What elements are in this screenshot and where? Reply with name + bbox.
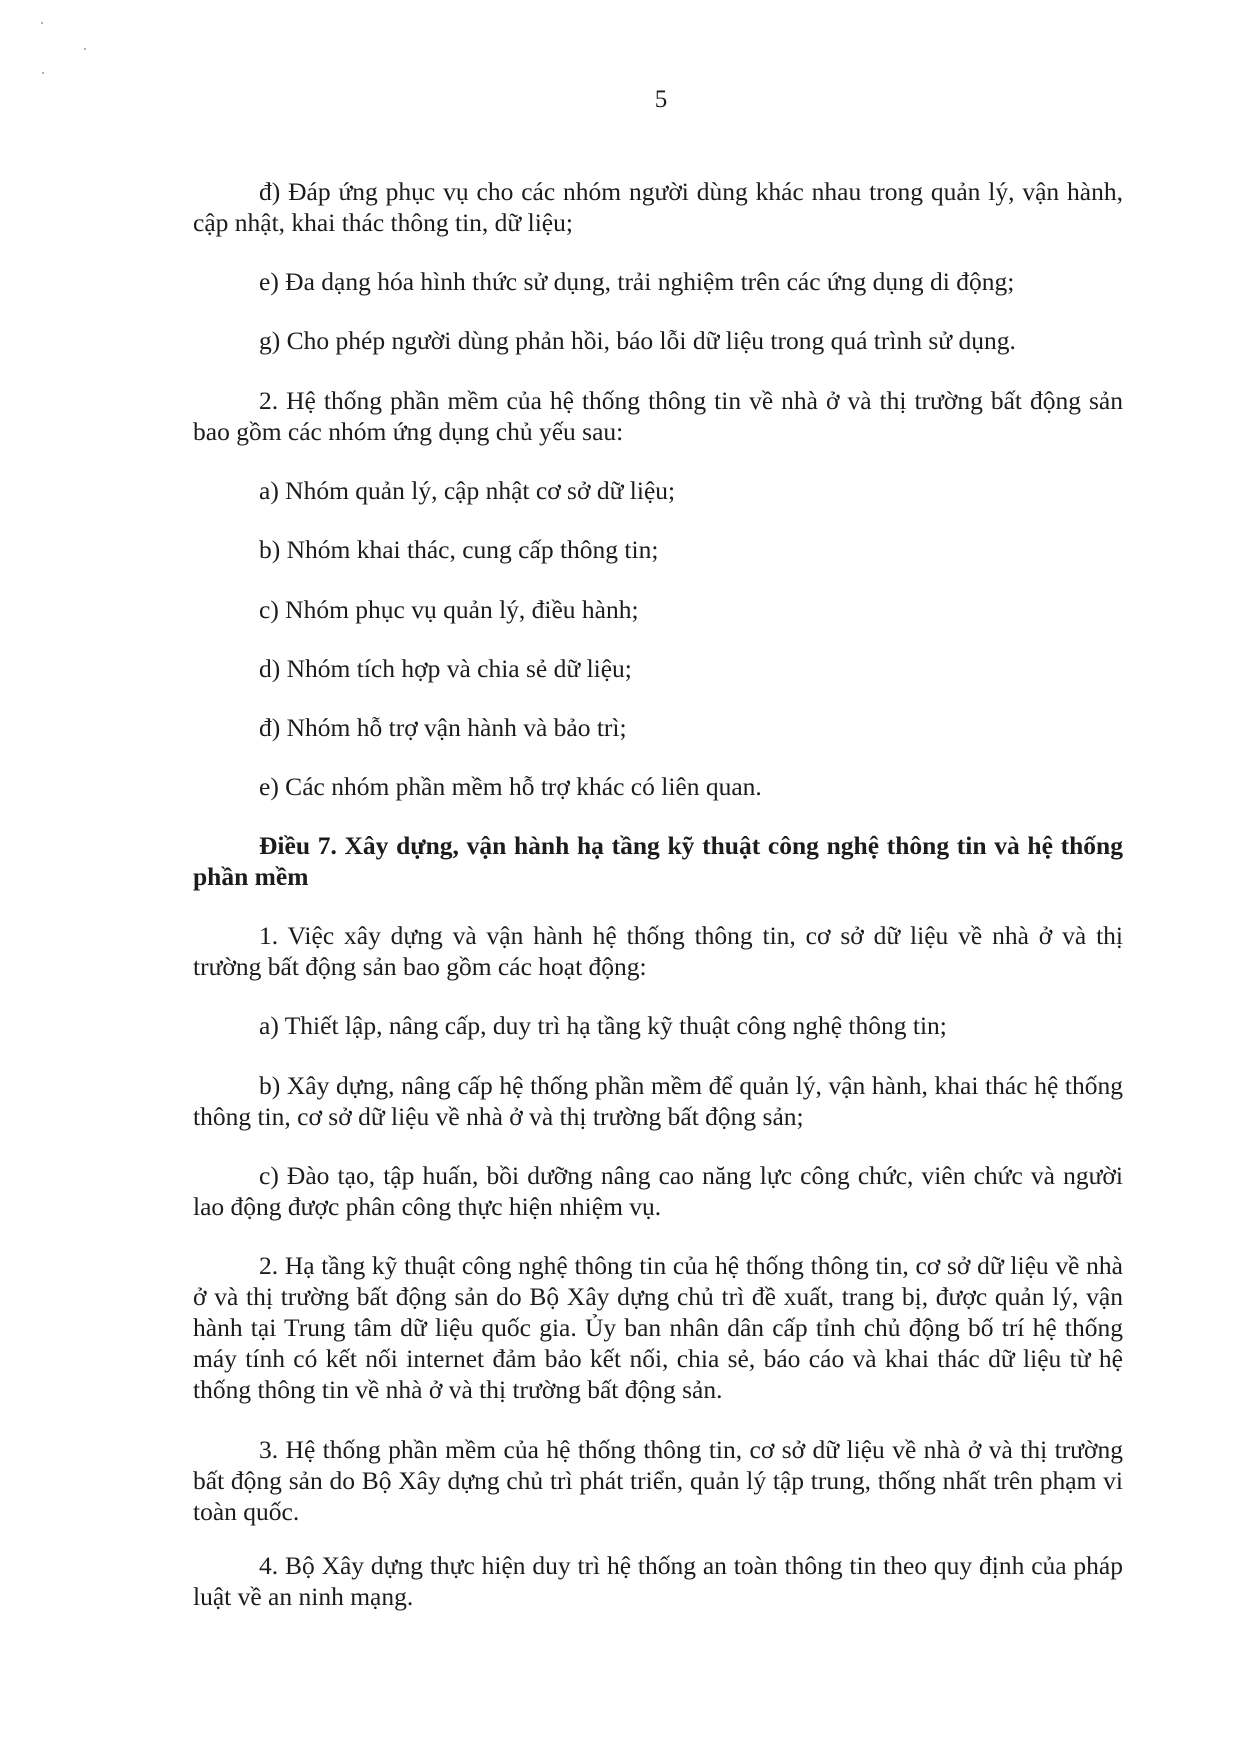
page-number: 5 bbox=[654, 86, 668, 113]
article-7-clause-3: 3. Hệ thống phần mềm của hệ thống thông tin, cơ sở dữ liệu về nhà ở và thị trường bất động sản do Bộ Xây dựng chủ trì phát triển, quản lý tập trung, thống nhất trên phạm vi toàn quốc. bbox=[193, 1435, 1123, 1526]
document-body bbox=[193, 176, 1123, 1612]
paragraph-g-feedback: g) Cho phép người dùng phản hồi, báo lỗi dữ liệu trong quá trình sử dụng. bbox=[259, 326, 1016, 355]
list-item-d: d) Nhóm tích hợp và chia sẻ dữ liệu; bbox=[259, 654, 632, 683]
article-7-heading: Điều 7. Xây dựng, vận hành hạ tầng kỹ thuật công nghệ thông tin và hệ thống phần mềm bbox=[193, 831, 1123, 891]
article-7-clause-1-a: a) Thiết lập, nâng cấp, duy trì hạ tầng kỹ thuật công nghệ thông tin; bbox=[259, 1011, 947, 1040]
article-7-clause-1-b: b) Xây dựng, nâng cấp hệ thống phần mềm để quản lý, vận hành, khai thác hệ thống thông tin, cơ sở dữ liệu về nhà ở và thị trường bất động sản; bbox=[193, 1071, 1123, 1131]
article-7-clause-2: 2. Hạ tầng kỹ thuật công nghệ thông tin của hệ thống thông tin, cơ sở dữ liệu về nhà ở và thị trường bất động sản do Bộ Xây dựng chủ trì đề xuất, trang bị, được quản lý, vận hành tại Trung tâm dữ liệu quốc gia. Ủy ban nhân dân cấp tỉnh chủ động bố trí hệ thống máy tính có kết nối internet đảm bảo kết nối, chia sẻ, báo cáo và khai thác dữ liệu từ hệ thống thông tin về nhà ở và thị trường bất động sản. bbox=[193, 1251, 1123, 1404]
list-item-e: e) Các nhóm phần mềm hỗ trợ khác có liên quan. bbox=[259, 772, 762, 801]
scan-speck bbox=[84, 48, 86, 50]
paragraph-e-mobile-apps: e) Đa dạng hóa hình thức sử dụng, trải nghiệm trên các ứng dụng di động; bbox=[259, 267, 1015, 296]
scan-speck bbox=[41, 22, 43, 24]
list-item-b: b) Nhóm khai thác, cung cấp thông tin; bbox=[259, 535, 659, 564]
list-item-c: c) Nhóm phục vụ quản lý, điều hành; bbox=[259, 595, 639, 624]
paragraph-d-user-groups: đ) Đáp ứng phục vụ cho các nhóm người dùng khác nhau trong quản lý, vận hành, cập nhật, khai thác thông tin, dữ liệu; bbox=[193, 177, 1123, 237]
paragraph-section-2: 2. Hệ thống phần mềm của hệ thống thông tin về nhà ở và thị trường bất động sản bao gồm các nhóm ứng dụng chủ yếu sau: bbox=[193, 386, 1123, 446]
article-7-clause-1-c: c) Đào tạo, tập huấn, bồi dưỡng nâng cao năng lực công chức, viên chức và người lao động được phân công thực hiện nhiệm vụ. bbox=[193, 1161, 1123, 1221]
scan-speck bbox=[42, 72, 44, 74]
article-7-clause-4: 4. Bộ Xây dựng thực hiện duy trì hệ thống an toàn thông tin theo quy định của pháp luật về an ninh mạng. bbox=[193, 1551, 1123, 1611]
list-item-dd: đ) Nhóm hỗ trợ vận hành và bảo trì; bbox=[259, 713, 627, 742]
list-item-a: a) Nhóm quản lý, cập nhật cơ sở dữ liệu; bbox=[259, 476, 676, 505]
article-7-clause-1: 1. Việc xây dựng và vận hành hệ thống thông tin, cơ sở dữ liệu về nhà ở và thị trường bất động sản bao gồm các hoạt động: bbox=[193, 921, 1123, 981]
